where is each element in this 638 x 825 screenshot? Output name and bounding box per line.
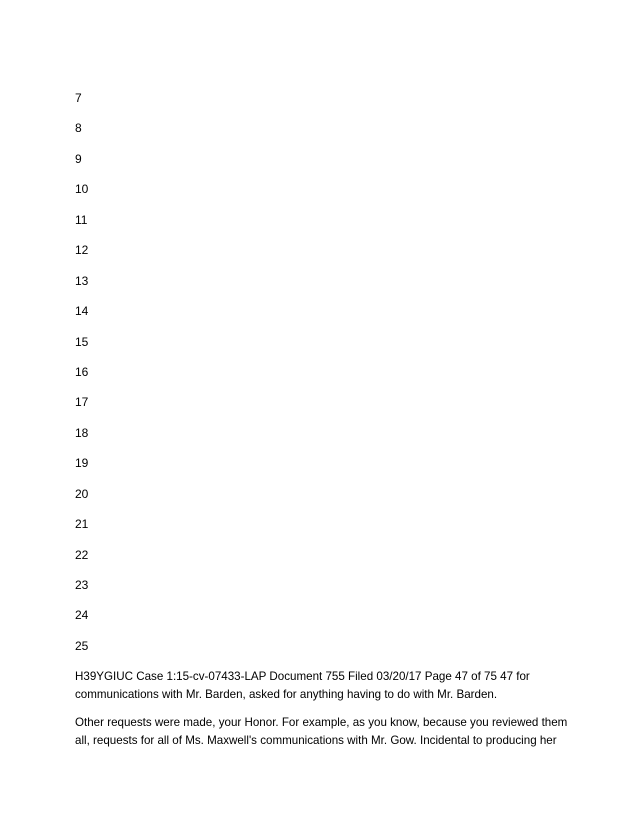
- line-number: 7: [75, 91, 82, 105]
- transcript-paragraph: Other requests were made, your Honor. For example, as you know, because you reviewed them all, requests for all of Ms. Maxwell's communications with Mr. Gow. Incidental to producing her: [75, 716, 568, 747]
- line-number: 21: [75, 517, 89, 532]
- line-number: 9: [75, 151, 82, 166]
- line-number: 14: [75, 304, 89, 319]
- line-number: 15: [75, 334, 89, 349]
- line-number: 13: [75, 273, 89, 288]
- line-number: 17: [75, 395, 89, 410]
- line-number: 16: [75, 364, 89, 379]
- line-number: 20: [75, 486, 89, 501]
- line-number: 23: [75, 578, 89, 592]
- line-number: 19: [75, 456, 89, 471]
- line-number: 22: [75, 547, 89, 562]
- line-number: 8: [75, 121, 82, 136]
- line-number: 10: [75, 182, 89, 197]
- line-number: 24: [75, 608, 89, 623]
- line-number: 25: [75, 638, 89, 653]
- line-number-column: [75, 90, 88, 668]
- line-number: 11: [75, 212, 88, 227]
- line-number: 12: [75, 243, 89, 258]
- transcript-paragraph: H39YGIUC Case 1:15-cv-07433-LAP Document 755 Filed 03/20/17 Page 47 of 75 47 for communications with Mr. Barden, asked for anything having to do with Mr. Barden.: [75, 670, 530, 701]
- line-number: 18: [75, 425, 89, 440]
